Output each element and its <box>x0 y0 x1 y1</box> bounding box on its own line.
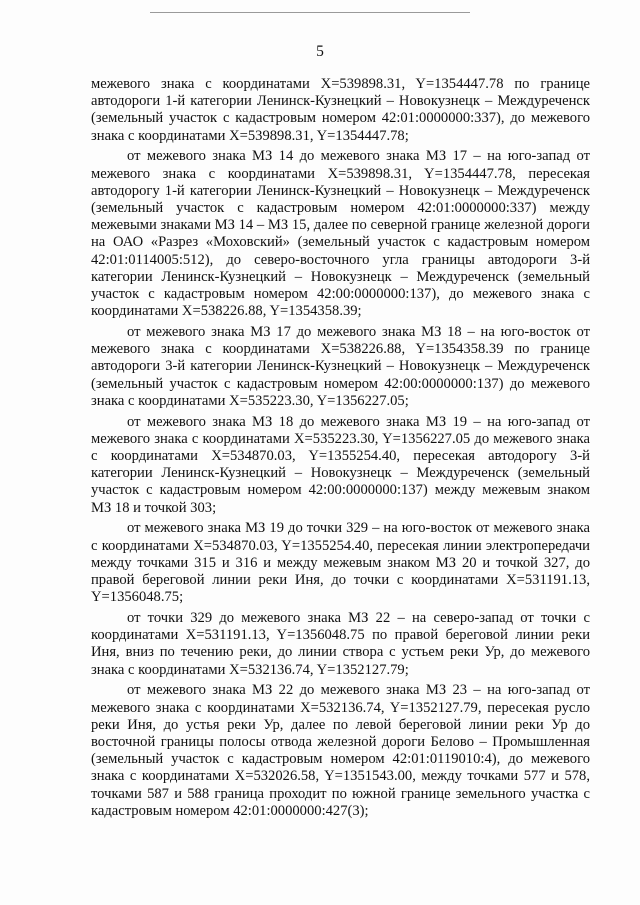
paragraph-mz22-mz23: от межевого знака МЗ 22 до межевого знака МЗ 23 – на юго-запад от межевого знака с координатами X=532136.74, Y=1352127.79, пересекая русло реки Иня, до устья реки Ур, далее по левой береговой линии реки Ур до восточной границы полосы отвода железной дороги Белово – Промышленная (земельный участок с кадастровым номером 42:01:0119010:4), до межевого знака с координатами X=532026.58, Y=1351543.00, между точками 577 и 578, точками 587 и 588 граница проходит по южной границе земельного участка с кадастровым номером 42:01:0000000:427(3); <box>91 682 590 819</box>
paragraph-mz17-mz18: от межевого знака МЗ 17 до межевого знака МЗ 18 – на юго-восток от межевого знака с координатами X=538226.88, Y=1354358.39 по границе автодороги 3-й категории Ленинск-Кузнецкий – Новокузнецк – Междуреченск (земельный участок с кадастровым номером 42:00:0000000:137) до межевого знака с координатами X=535223.30, Y=1356227.05; <box>91 324 590 409</box>
page-number: 5 <box>316 43 324 60</box>
paragraph-continuation: межевого знака с координатами X=539898.31, Y=1354447.78 по границе автодороги 1-й категории Ленинск-Кузнецкий – Новокузнецк – Междуреченск (земельный участок с кадастровым номером 42:01:0000000:337), до межевого знака с координатами X=539898.31, Y=1354447.78; <box>91 76 590 144</box>
top-edge-rule <box>150 12 470 13</box>
paragraph-mz19-point329: от межевого знака МЗ 19 до точки 329 – на юго-восток от межевого знака с координатами X=534870.03, Y=1355254.40, пересекая линии электропередачи между точками 315 и 316 и между межевым знаком МЗ 20 и точкой 327, до правой береговой линии реки Иня, до точки с координатами X=531191.13, Y=1356048.75; <box>91 520 590 606</box>
body-text <box>91 76 590 824</box>
paragraph-mz14-mz17: от межевого знака МЗ 14 до межевого знака МЗ 17 – на юго-запад от межевого знака с координатами X=539898.31, Y=1354447.78, пересекая автодорогу 1-й категории Ленинск-Кузнецкий – Новокузнецк – Междуреченск (земельный участок с кадастровым номером 42:01:0000000:337) между межевыми знаками МЗ 14 – МЗ 15, далее по северной границе железной дороги на ОАО «Разрез «Моховский» (земельный участок с кадастровым номером 42:01:0114005:512), до северо-восточного угла границы автодороги 3-й категории Ленинск-Кузнецкий – Новокузнецк – Междуреченск (земельный участок с кадастровым номером 42:00:0000000:137), до межевого знака с координатами X=538226.88, Y=1354358.39; <box>91 148 590 320</box>
paragraph-point329-mz22: от точки 329 до межевого знака МЗ 22 – на северо-запад от точки с координатами X=531191.13, Y=1356048.75 по правой береговой линии реки Иня, вниз по течению реки, до линии створа с устьем реки Ур, до межевого знака с координатами X=532136.74, Y=1352127.79; <box>91 610 590 678</box>
paragraph-mz18-mz19: от межевого знака МЗ 18 до межевого знака МЗ 19 – на юго-запад от межевого знака с координатами X=535223.30, Y=1356227.05 до межевого знака с координатами X=534870.03, Y=1355254.40, пересекая автодорогу 3-й категории Ленинск-Кузнецкий – Новокузнецк – Междуреченск (земельный участок с кадастровым номером 42:00:0000000:137) между межевым знаком МЗ 18 и точкой 303; <box>91 413 590 516</box>
